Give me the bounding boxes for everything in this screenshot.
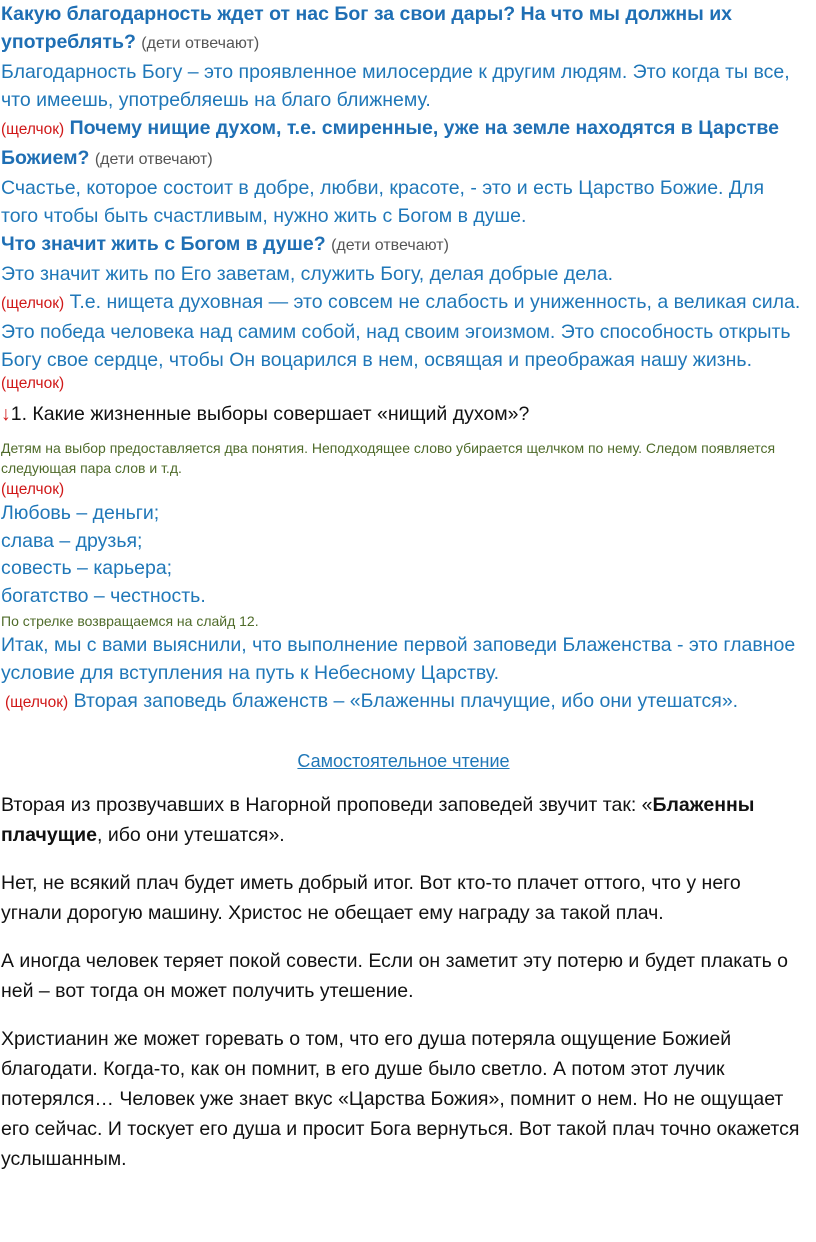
word-pair: слава – друзья; bbox=[1, 529, 143, 552]
answer-spiritual-poverty: (щелчок) Т.е. нищета духовная — это совсем не слабость и униженность, а великая сила. Это победа человека над самим собой, над своим эгоизмом. Это способность открыть Богу свое сердце, чтобы Он воцарился в нем, освящая и преображая нашу жизнь. bbox=[1, 291, 801, 371]
question-live-with-god: Что значит жить с Богом в душе? (дети отвечают) bbox=[1, 233, 449, 255]
kids-answer-hint: (дети отвечают) bbox=[141, 35, 260, 52]
word-pair: Любовь – деньги; bbox=[1, 502, 160, 524]
kids-answer-hint: (дети отвечают) bbox=[94, 151, 213, 168]
second-beatitude-intro: (щелчок) Вторая заповедь блаженств – «Блаженны плачущие, ибо они утешатся». bbox=[5, 690, 739, 712]
question-gratitude: Какую благодарность ждет от нас Бог за свои дары? На что мы должны их употреблять? (дети отвечают) bbox=[1, 3, 733, 53]
task-life-choices: ↓1. Какие жизненные выборы совершает «нищий духом»? bbox=[1, 403, 530, 425]
reading-paragraph-1: Вторая из прозвучавших в Нагорной проповеди заповедей звучит так: «Блаженны плачущие, ибо они утешатся». bbox=[1, 794, 755, 846]
question-poor-in-spirit: (щелчок) Почему нищие духом, т.е. смиренные, уже на земле находятся в Царстве Божием? (дети отвечают) bbox=[1, 117, 779, 169]
click-marker: (щелчок) bbox=[1, 295, 65, 312]
word-pairs-list bbox=[1, 500, 806, 610]
answer-live-with-god: Это значит жить по Его заветам, служить Богу, делая добрые дела. bbox=[1, 263, 614, 285]
teacher-note-slide: По стрелке возвращаемся на слайд 12. bbox=[1, 613, 259, 629]
reading-heading: Самостоятельное чтение bbox=[297, 751, 510, 771]
answer-gratitude: Благодарность Богу – это проявленное милосердие к другим людям. Это когда ты все, что имеешь, употребляешь на благо ближнему. bbox=[1, 61, 790, 111]
reading-paragraph-2: Нет, не всякий плач будет иметь добрый итог. Вот кто-то плачет оттого, что у него угнали дорогую машину. Христос не обещает ему награду за такой плач. bbox=[1, 872, 741, 924]
reading-heading-wrap bbox=[1, 751, 806, 772]
click-marker: (щелчок) bbox=[1, 375, 65, 392]
click-marker: (щелчок) bbox=[5, 694, 69, 711]
word-pair: совесть – карьера; bbox=[1, 557, 173, 579]
reading-paragraph-3: А иногда человек теряет покой совести. Если он заметит эту потерю и будет плакать о ней – вот тогда он может получить утешение. bbox=[1, 950, 789, 1002]
teacher-note-choices: Детям на выбор предоставляется два понятия. Неподходящее слово убирается щелчком по нему. Следом появляется следующая пара слов и т.д. bbox=[1, 440, 776, 476]
down-arrow-icon: ↓ bbox=[1, 403, 11, 425]
beatitude-bold: Блаженны плачущие bbox=[1, 794, 755, 846]
kids-answer-hint: (дети отвечают) bbox=[331, 237, 449, 254]
reading-paragraph-4: Христианин же может горевать о том, что его душа потеряла ощущение Божией благодати. Когда-то, как он помнит, в его душе было светло. А потом этот лучик потерялся… Человек уже знает вкус «Царства Божия», помнит о нем. Но не ощущает его сейчас. И тоскует его душа и просит Бога вернуться. Вот такой плач точно окажется услышанным. bbox=[1, 1028, 800, 1170]
click-marker: (щелчок) bbox=[1, 121, 65, 138]
click-marker: (щелчок) bbox=[1, 481, 65, 498]
word-pair: богатство – честность. bbox=[1, 584, 206, 607]
summary-first-beatitude: Итак, мы с вами выяснили, что выполнение первой заповеди Блаженства - это главное условие для вступления на путь к Небесному Царству. bbox=[1, 634, 796, 684]
answer-happiness: Счастье, которое состоит в добре, любви, красоте, - это и есть Царство Божие. Для того чтобы быть счастливым, нужно жить с Богом в душе. bbox=[1, 177, 765, 227]
